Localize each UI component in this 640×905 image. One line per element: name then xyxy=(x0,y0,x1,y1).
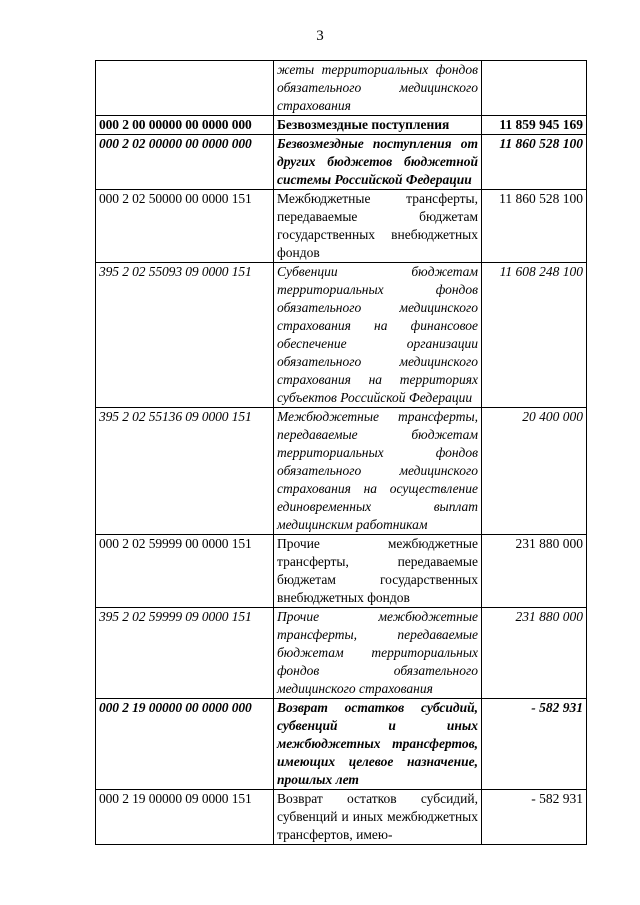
amount: 231 880 000 xyxy=(482,535,587,608)
revenue-name: жеты территориальных фондов обязательного медицинского страхования xyxy=(274,61,482,116)
amount: 20 400 000 xyxy=(482,408,587,535)
budget-code xyxy=(96,61,274,116)
budget-code: 395 2 02 55136 09 0000 151 xyxy=(96,408,274,535)
revenue-name: Межбюджетные трансферты, передаваемые бюджетам территориальных фондов обязательного медицинского страхования на осуществление единовременных выплат медицинским работникам xyxy=(274,408,482,535)
table-row xyxy=(96,699,587,790)
amount: - 582 931 xyxy=(482,790,587,845)
amount: 11 860 528 100 xyxy=(482,135,587,190)
table-row xyxy=(96,535,587,608)
amount: - 582 931 xyxy=(482,699,587,790)
table-row xyxy=(96,263,587,408)
table-row xyxy=(96,190,587,263)
budget-code: 000 2 19 00000 00 0000 000 xyxy=(96,699,274,790)
page-number: 3 xyxy=(316,28,324,44)
revenue-name: Субвенции бюджетам территориальных фондов обязательного медицинского страхования на финансовое обеспечение организации обязательного медицинского страхования на территориях субъектов Российской Федерации xyxy=(274,263,482,408)
table-row xyxy=(96,135,587,190)
budget-code: 000 2 02 00000 00 0000 000 xyxy=(96,135,274,190)
revenue-name: Возврат остатков субсидий, субвенций и иных межбюджетных трансфертов, имеющих целевое назначение, прошлых лет xyxy=(274,699,482,790)
budget-code: 000 2 02 59999 00 0000 151 xyxy=(96,535,274,608)
budget-code: 000 2 02 50000 00 0000 151 xyxy=(96,190,274,263)
table-row xyxy=(96,608,587,699)
amount xyxy=(482,61,587,116)
table-row xyxy=(96,116,587,135)
revenue-name: Прочие межбюджетные трансферты, передаваемые бюджетам государственных внебюджетных фондов xyxy=(274,535,482,608)
amount: 11 608 248 100 xyxy=(482,263,587,408)
amount: 231 880 000 xyxy=(482,608,587,699)
revenue-name: Безвозмездные поступления от других бюджетов бюджетной системы Российской Федерации xyxy=(274,135,482,190)
revenue-name: Возврат остатков субсидий, субвенций и иных межбюджетных трансфертов, имею- xyxy=(274,790,482,845)
amount: 11 859 945 169 xyxy=(482,116,587,135)
budget-code: 395 2 02 59999 09 0000 151 xyxy=(96,608,274,699)
budget-code: 000 2 19 00000 09 0000 151 xyxy=(96,790,274,845)
table-row xyxy=(96,790,587,845)
revenue-name: Межбюджетные трансферты, передаваемые бюджетам государственных внебюджетных фондов xyxy=(274,190,482,263)
revenue-table xyxy=(95,60,587,845)
table-row xyxy=(96,61,587,116)
amount: 11 860 528 100 xyxy=(482,190,587,263)
budget-code: 395 2 02 55093 09 0000 151 xyxy=(96,263,274,408)
revenue-name: Прочие межбюджетные трансферты, передаваемые бюджетам территориальных фондов обязательного медицинского страхования xyxy=(274,608,482,699)
revenue-name: Безвозмездные поступления xyxy=(274,116,482,135)
budget-code: 000 2 00 00000 00 0000 000 xyxy=(96,116,274,135)
revenue-table-body xyxy=(96,61,587,845)
table-row xyxy=(96,408,587,535)
